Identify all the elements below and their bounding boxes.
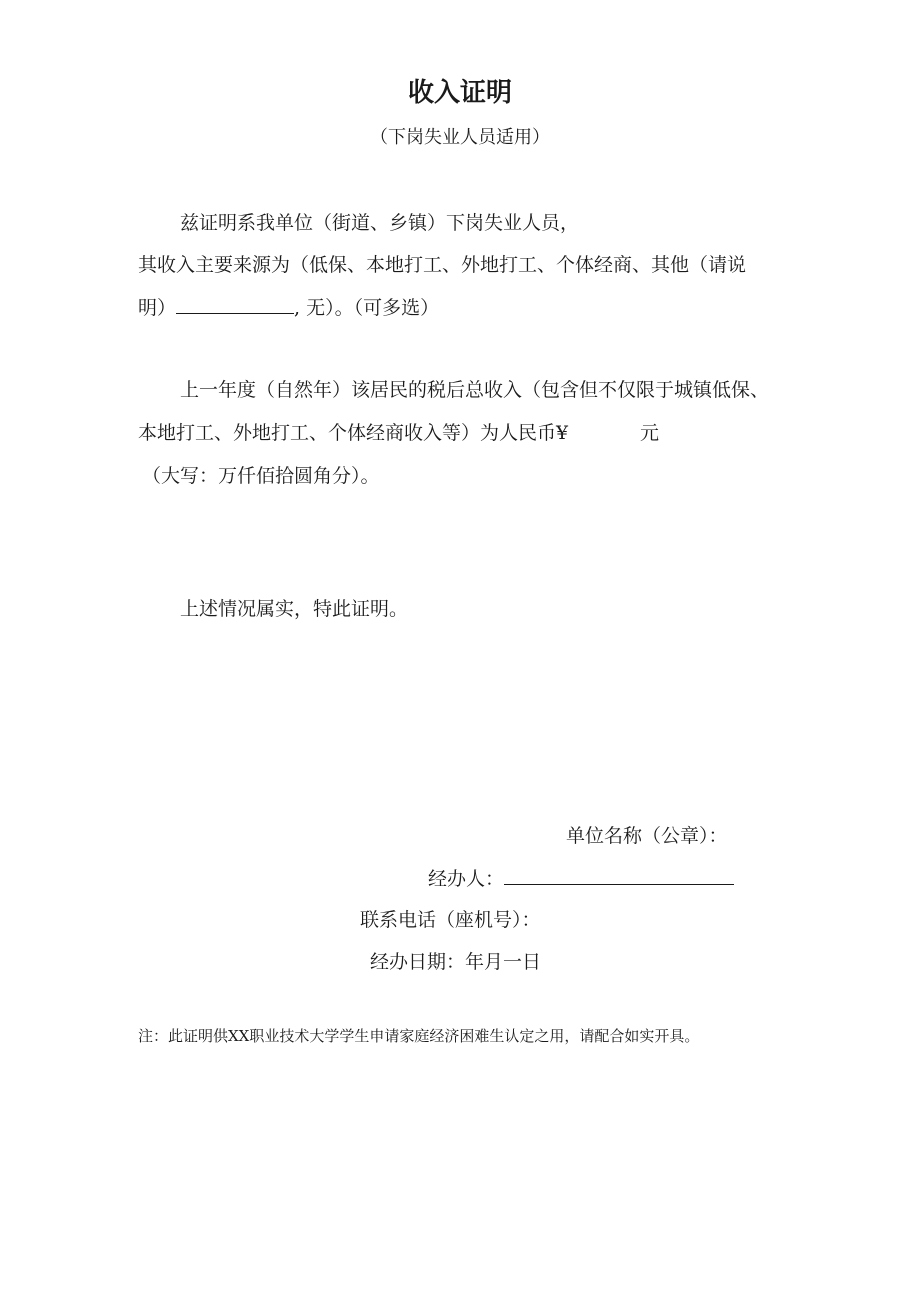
para2-line3: （大写：万仟佰拾圆角分）。	[142, 465, 380, 487]
para1-line2: 其收入主要来源为（低保、本地打工、外地打工、个体经商、其他（请说	[138, 254, 747, 276]
handler-blank[interactable]	[504, 866, 734, 885]
para1-line3-prefix: 明）	[138, 297, 177, 319]
handler-row	[428, 866, 734, 891]
para2-line2-prefix: 本地打工、外地打工、个体经商收入等）为人民币¥	[138, 422, 569, 444]
phone-label: 联系电话（座机号）：	[360, 909, 541, 931]
date-label: 经办日期：年月一日	[370, 951, 542, 973]
para1-line1: 兹证明系我单位（街道、乡镇）下岗失业人员，	[180, 212, 580, 234]
handler-label: 经办人：	[428, 868, 505, 890]
para1-line3	[138, 295, 439, 320]
para2-line1: 上一年度（自然年）该居民的税后总收入（包含但不仅限于城镇低保、	[180, 379, 770, 401]
para3: 上述情况属实，特此证明。	[180, 598, 409, 620]
footnote: 注：此证明供XX职业技术大学学生申请家庭经济困难生认定之用，请配合如实开具。	[138, 1027, 700, 1045]
other-source-blank[interactable]	[176, 295, 294, 314]
para2-line2-suffix: 元	[640, 422, 660, 444]
unit-name-label: 单位名称（公章）：	[566, 825, 728, 847]
document-title: 收入证明	[407, 78, 512, 108]
para1-line3-suffix: , 无）。（可多选）	[294, 297, 440, 319]
document-subtitle: （下岗失业人员适用）	[370, 127, 550, 148]
